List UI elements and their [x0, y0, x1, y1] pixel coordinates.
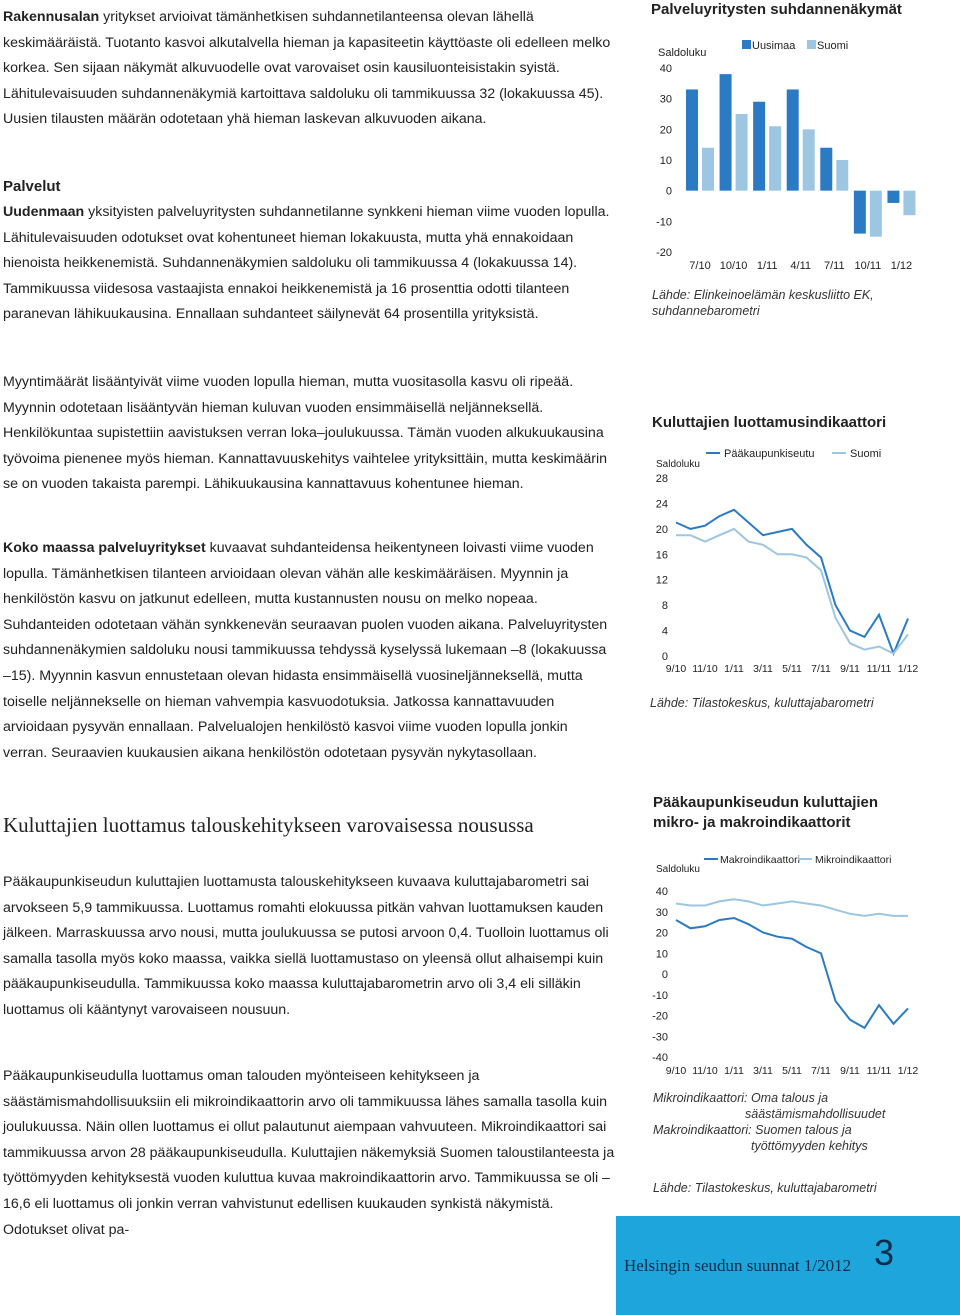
- paragraph-rakennusala: [3, 5, 615, 133]
- chart3-xtick-label: 1/11: [724, 1065, 744, 1077]
- chart3-xtick-label: 5/11: [782, 1065, 802, 1077]
- chart3-ytick-label: -20: [652, 1010, 668, 1023]
- chart1-bar-suomi-6: [903, 191, 915, 216]
- chart3-note1a: Mikroindikaattori: Oma talous ja: [653, 1091, 829, 1105]
- chart1-bar-suomi-1: [736, 114, 748, 191]
- chart2-title: Kuluttajien luottamusindikaattori: [652, 414, 887, 431]
- chart1-ytick-label: 10: [659, 155, 672, 167]
- chart1-bar-uusimaa-5: [854, 191, 866, 234]
- chart2-xtick-label: 11/10: [692, 663, 718, 675]
- chart1-xtick-label: 10/11: [854, 260, 882, 272]
- chart2-ytick-label: 20: [655, 523, 668, 536]
- chart1-xtick-label: 1/12: [890, 260, 913, 272]
- chart1-legend-suomi: Suomi: [817, 40, 849, 52]
- footer-publication: Helsingin seudun suunnat 1/2012: [624, 1256, 852, 1275]
- chart1-bar-uusimaa-0: [686, 89, 698, 190]
- chart3-legend-mikro: Mikroindikaattori: [815, 854, 892, 866]
- chart3-line-1: [676, 899, 908, 916]
- chart2-ytick-label: 0: [661, 651, 668, 663]
- chart2-xtick-label: 3/11: [753, 663, 773, 675]
- chart3-legend-makro: Makroindikaattori: [720, 854, 800, 866]
- chart1-ytick-label: 30: [659, 93, 672, 106]
- lead-rakennusala: Rakennusalan: [3, 9, 100, 25]
- chart2-ytick-label: 28: [655, 473, 668, 485]
- chart3-ytick-label: -40: [652, 1052, 668, 1064]
- chart2-ylabel: Saldoluku: [656, 459, 700, 470]
- chart2-xtick-label: 9/11: [840, 663, 860, 675]
- chart1-legend-uusimaa: Uusimaa: [752, 40, 796, 52]
- chart2-legend-pks: Pääkaupunkiseutu: [724, 448, 815, 460]
- chart3-note1b: säästämismahdollisuudet: [745, 1107, 886, 1121]
- chart3-ytick-label: -10: [652, 989, 668, 1002]
- section-heading-palvelut: Palvelut: [3, 178, 61, 195]
- paragraph-mikroindikaattori: Pääkaupunkiseudulla luottamus oman talouden myönteiseen kehitykseen ja säästämismahdollisuuksiin eli mikroindikaattorin arvo oli tammikuussa lähes samalla tasolla kuin joulukuussa. Näin ollen luottamus ei ollut palautunut aiempaan vahvuuteen. Mikroindikaattori sai tammikuussa arvon 28 pääkaupunkiseudulla. Kuluttajien näkemyksiä Suomen taloustilanteesta ja työttömyyden kehityksestä vuoden kuluttua kuvaa makroindikaattorin arvo. Tammikuussa se oli –16,6 eli luottamus oli jonkin verran vahvistunut edellisen kuukauden synkistä näkymistä. Odotukset olivat pa-: [3, 1068, 615, 1238]
- chart1-bar-uusimaa-4: [820, 148, 832, 191]
- chart1-title: Palveluyritysten suhdannenäkymät: [651, 1, 902, 18]
- chart1-ytick-label: 20: [659, 124, 672, 137]
- chart3-ytick-label: 20: [655, 927, 668, 940]
- chart3-xtick-label: 3/11: [753, 1065, 773, 1077]
- chart2-ytick-label: 16: [655, 549, 668, 562]
- chart3-svg: [640, 848, 940, 1080]
- chart3-source: Lähde: Tilastokeskus, kuluttajabarometri: [653, 1181, 877, 1195]
- footer-band: [616, 1216, 960, 1315]
- chart1-bar-uusimaa-1: [720, 74, 732, 191]
- chart3-note2b: työttömyyden kehitys: [751, 1139, 868, 1153]
- chart2-legend-suomi: Suomi: [850, 448, 882, 460]
- paragraph-text: kuvaavat suhdanteidensa heikentyneen loivasti viime vuoden lopulla. Tämänhetkisen tilanteen arvioidaan olevan vähän alle keskimääräisen. Myynnin ja henkilöstön kasvu on jatkunut edelleen, mutta kustannusten nousu on melko nopeaa. Suhdanteiden odotetaan vähän synkkenevän seuraavan puolen vuoden aikana. Palveluyritysten suhdannenäkymien saldoluku nousi tammikuussa tehdyssä kyselyssä lukemaan –8 (lokakuussa –15). Myynnin kasvun ennustetaan olevan hidasta ensimmäisellä vuosineljänneksellä, mutta toiselle neljännekselle on hieman vahvempia kasvuodotuksia. Jatkossa kannattavuuden arvioidaan pysyvän ennallaan. Palvelualojen henkilöstö kasvoi viime vuoden lopulla jonkin verran. Seuraavien kuukausien aikana henkilöstön odotetaan pysyvän nykytasollaan.: [3, 540, 608, 761]
- chart3-ytick-label: 40: [655, 886, 668, 898]
- chart2-line-0: [676, 510, 908, 654]
- chart1-source: Lähde: Elinkeinoelämän keskusliitto EK, suhdannebarometri: [652, 288, 874, 318]
- chart3-ytick-label: 10: [655, 948, 668, 961]
- chart1-xtick-label: 1/11: [756, 260, 778, 272]
- chart3-notes: [653, 1090, 943, 1154]
- page-number: 3: [873, 1232, 894, 1273]
- chart1-legend-swatch-suomi: [807, 40, 816, 49]
- chart3-title-line1: Pääkaupunkiseudun kuluttajien: [653, 794, 879, 811]
- chart2-ytick-label: 4: [661, 625, 668, 638]
- chart2-ytick-label: 8: [661, 600, 668, 613]
- chart3-xtick-label: 9/11: [840, 1065, 860, 1077]
- chart1-bar-suomi-0: [702, 148, 714, 191]
- chart3-ytick-label: 0: [661, 969, 668, 981]
- chart1-bar-suomi-2: [769, 126, 781, 190]
- chart2-source: Lähde: Tilastokeskus, kuluttajabarometri: [650, 696, 874, 710]
- chart1-bar-uusimaa-3: [787, 89, 799, 190]
- chart3-xtick-label: 9/10: [665, 1065, 687, 1077]
- chart2-line-1: [676, 529, 908, 654]
- lead-uudenmaan: Uudenmaan: [3, 204, 85, 220]
- chart1-xtick-label: 7/11: [823, 260, 845, 272]
- chart1-ytick-label: -10: [656, 216, 672, 229]
- chart2-xtick-label: 7/11: [811, 663, 831, 675]
- chart1-ytick-label: 0: [665, 185, 672, 198]
- chart3-ytick-label: 30: [655, 906, 668, 919]
- chart3-xtick-label: 1/12: [897, 1065, 919, 1077]
- chart3-title-line2: mikro- ja makroindikaattorit: [653, 814, 851, 831]
- chart1-ylabel: Saldoluku: [658, 47, 707, 59]
- paragraph-kuluttajabarometri: Pääkaupunkiseudun kuluttajien luottamusta talouskehitykseen kuvaava kuluttajabarometri sai arvokseen 5,9 tammikuussa. Luottamus romahti elokuussa pitkän vahvan luottamuksen kauden jälkeen. Marraskuussa arvo nousi, mutta joulukuussa se putosi arvoon 0,4. Tuolloin luottamus oli samalla tasolla myös koko maassa, vaikka siellä luottamustaso on yleensä ollut alhaisempi kuin pääkaupunkiseudulla. Tammikuussa koko maassa kuluttajabarometrin arvo oli 3,4 eli silläkin luottamus oli kääntynyt varovaiseen nousuun.: [3, 874, 609, 1018]
- chart1-ytick-label: 40: [659, 63, 672, 75]
- chart3-title: [653, 793, 878, 833]
- chart2-xtick-label: 9/10: [665, 663, 687, 675]
- chart1-xtick-label: 7/10: [689, 260, 711, 272]
- chart1-bar-suomi-5: [870, 191, 882, 237]
- chart1-ytick-label: -20: [656, 247, 672, 259]
- paragraph-text: yritykset arvioivat tämänhetkisen suhdannetilanteensa olevan lähellä keskimääräistä. Tuotanto kasvoi alkutalvella hieman ja kapasiteetin käyttöaste oli edelleen melko korkea. Sen sijaan näkymät alkuvuodelle ovat varovaiset osin kausiluonteisistakin syistä. Lähitulevaisuuden suhdannenäkymiä kartoittava saldoluku oli tammikuussa 32 (lokakuussa 45). Uusien tilausten määrän odotetaan yhä hieman laskevan alkuvuoden aikana.: [3, 9, 611, 128]
- paragraph-myyntimaarat: Myyntimäärät lisääntyivät viime vuoden lopulla hieman, mutta vuositasolla kasvu oli ripeää. Myynnin odotetaan lisääntyvän hieman kuluvan vuoden ensimmäisellä neljänneksellä. Henkilökuntaa supistettiin aavistuksen verran loka–joulukuussa. Tämän vuoden alkukuukausina työvoima pienenee myös hieman. Kannattavuuskehitys vaihtelee yrityksittäin, mutta keskimäärin se on vuoden takaista parempi. Lähikuukausina kannattavuus kohentunee hieman.: [3, 374, 608, 493]
- chart1-bar-uusimaa-6: [887, 191, 899, 203]
- chart1-bar-uusimaa-2: [753, 102, 765, 191]
- chart3-line-0: [676, 918, 908, 1028]
- paragraph-koko-maa: [3, 536, 615, 766]
- paragraph-uusimaa-palvelut: [3, 200, 615, 328]
- chart3-xtick-label: 11/10: [692, 1065, 718, 1077]
- chart1-svg: [640, 30, 940, 280]
- chart2-ytick-label: 24: [655, 498, 668, 511]
- chart3-ytick-label: -30: [652, 1031, 668, 1044]
- chart2-svg: [640, 440, 940, 685]
- chart2-xtick-label: 5/11: [782, 663, 802, 675]
- chart2-xtick-label: 1/11: [724, 663, 744, 675]
- lead-koko-maassa: Koko maassa palveluyritykset: [3, 540, 206, 556]
- chart2-xtick-label: 11/11: [866, 663, 892, 675]
- chart2-xtick-label: 1/12: [897, 663, 919, 675]
- chart2-ytick-label: 12: [655, 574, 668, 587]
- chart3-ylabel: Saldoluku: [656, 864, 700, 875]
- paragraph-text: yksityisten palveluyritysten suhdannetilanne synkkeni hieman viime vuoden lopulla. Lähitulevaisuuden odotukset ovat kohentuneet hieman lokakuusta, mutta yhä ennakoidaan hienoista heikkenemistä. Suhdannenäkymien saldoluku oli tammikuussa 4 (lokakuussa 14). Tammikuussa viidesosa vastaajista ennakoi heikkenemistä ja 16 prosenttia odotti tilanteen paranevan lähikuukausina. Ennallaan suhdanteet säilynevät 64 prosentilla yrityksistä.: [3, 204, 610, 323]
- chart3-xtick-label: 7/11: [811, 1065, 831, 1077]
- chart1-xtick-label: 4/11: [790, 260, 812, 272]
- chart3-note2a: Makroindikaattori: Suomen talous ja: [653, 1123, 852, 1137]
- chart3-xtick-label: 11/11: [866, 1065, 892, 1077]
- section-heading-kuluttajat: Kuluttajien luottamus talouskehitykseen varovaisessa nousussa: [3, 813, 534, 837]
- chart1-legend-swatch-uusimaa: [742, 40, 751, 49]
- chart1-xtick-label: 10/10: [719, 260, 748, 272]
- chart1-bar-suomi-3: [803, 129, 815, 190]
- chart1-bar-suomi-4: [836, 160, 848, 191]
